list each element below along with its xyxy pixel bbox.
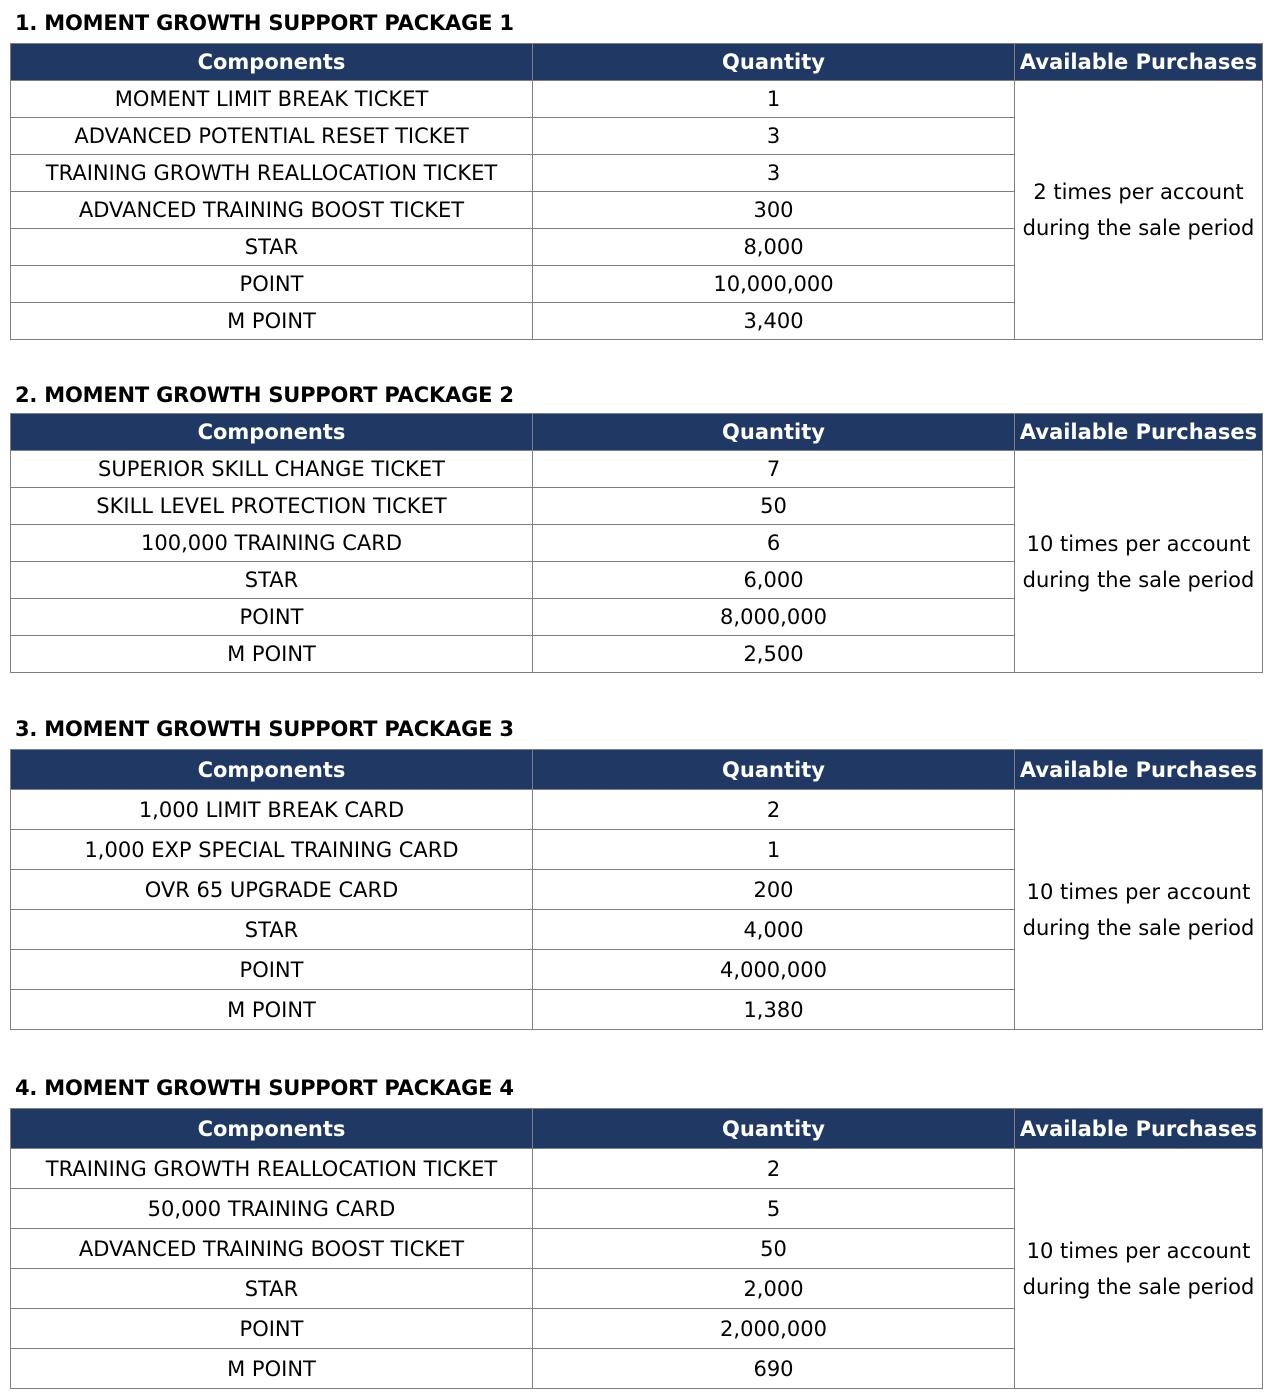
- component-cell: 1,000 EXP SPECIAL TRAINING CARD: [11, 830, 533, 870]
- available-purchases-line1: 2 times per account: [1033, 180, 1244, 204]
- quantity-cell: 2: [533, 790, 1015, 830]
- available-purchases-header: Available Purchases: [1015, 1109, 1263, 1149]
- component-cell: 50,000 TRAINING CARD: [11, 1189, 533, 1229]
- quantity-cell: 3,400: [533, 303, 1015, 340]
- component-cell: 1,000 LIMIT BREAK CARD: [11, 790, 533, 830]
- component-cell: STAR: [11, 1269, 533, 1309]
- quantity-cell: 1: [533, 81, 1015, 118]
- component-cell: M POINT: [11, 636, 533, 673]
- component-cell: STAR: [11, 229, 533, 266]
- available-purchases-cell: [1015, 1149, 1263, 1389]
- table-row: [11, 790, 1263, 830]
- components-header: Components: [11, 414, 533, 451]
- component-cell: STAR: [11, 562, 533, 599]
- quantity-cell: 1,380: [533, 990, 1015, 1030]
- component-cell: ADVANCED TRAINING BOOST TICKET: [11, 1229, 533, 1269]
- quantity-cell: 8,000,000: [533, 599, 1015, 636]
- available-purchases-line2: during the sale period: [1022, 915, 1255, 940]
- quantity-cell: 8,000: [533, 229, 1015, 266]
- available-purchases-cell: [1015, 451, 1263, 673]
- quantity-cell: 3: [533, 155, 1015, 192]
- component-cell: SKILL LEVEL PROTECTION TICKET: [11, 488, 533, 525]
- components-header: Components: [11, 750, 533, 790]
- component-cell: M POINT: [11, 990, 533, 1030]
- table-header-row: [11, 44, 1263, 81]
- quantity-header: Quantity: [533, 1109, 1015, 1149]
- available-purchases-line2: during the sale period: [1022, 1274, 1255, 1299]
- quantity-cell: 3: [533, 118, 1015, 155]
- table-header-row: [11, 750, 1263, 790]
- quantity-cell: 4,000: [533, 910, 1015, 950]
- component-cell: POINT: [11, 266, 533, 303]
- available-purchases-line1: 10 times per account: [1026, 879, 1251, 904]
- table-row: [11, 1149, 1263, 1189]
- package-4-table: [10, 1108, 1263, 1389]
- available-purchases-header: Available Purchases: [1015, 414, 1263, 451]
- package-2-table: [10, 413, 1263, 673]
- package-3-table: [10, 749, 1263, 1030]
- component-cell: STAR: [11, 910, 533, 950]
- component-cell: POINT: [11, 599, 533, 636]
- available-purchases-cell: [1015, 790, 1263, 1030]
- quantity-cell: 2,000,000: [533, 1309, 1015, 1349]
- quantity-cell: 1: [533, 830, 1015, 870]
- component-cell: MOMENT LIMIT BREAK TICKET: [11, 81, 533, 118]
- quantity-cell: 200: [533, 870, 1015, 910]
- quantity-cell: 10,000,000: [533, 266, 1015, 303]
- component-cell: M POINT: [11, 303, 533, 340]
- available-purchases-cell: [1015, 81, 1263, 340]
- component-cell: M POINT: [11, 1349, 533, 1389]
- package-1-title: 1. MOMENT GROWTH SUPPORT PACKAGE 1: [15, 11, 514, 35]
- available-purchases-line1: 10 times per account: [1026, 531, 1251, 556]
- quantity-cell: 4,000,000: [533, 950, 1015, 990]
- component-cell: TRAINING GROWTH REALLOCATION TICKET: [11, 155, 533, 192]
- quantity-cell: 2: [533, 1149, 1015, 1189]
- available-purchases-header: Available Purchases: [1015, 750, 1263, 790]
- available-purchases-header: Available Purchases: [1015, 44, 1263, 81]
- component-cell: ADVANCED TRAINING BOOST TICKET: [11, 192, 533, 229]
- quantity-cell: 7: [533, 451, 1015, 488]
- component-cell: POINT: [11, 950, 533, 990]
- quantity-cell: 50: [533, 1229, 1015, 1269]
- component-cell: ADVANCED POTENTIAL RESET TICKET: [11, 118, 533, 155]
- component-cell: OVR 65 UPGRADE CARD: [11, 870, 533, 910]
- quantity-cell: 6,000: [533, 562, 1015, 599]
- components-header: Components: [11, 44, 533, 81]
- package-1-table: [10, 43, 1263, 340]
- quantity-cell: 50: [533, 488, 1015, 525]
- package-3-title: 3. MOMENT GROWTH SUPPORT PACKAGE 3: [15, 717, 514, 741]
- available-purchases-line2: during the sale period: [1022, 567, 1255, 592]
- component-cell: POINT: [11, 1309, 533, 1349]
- table-row: [11, 451, 1263, 488]
- table-row: [11, 81, 1263, 118]
- table-header-row: [11, 414, 1263, 451]
- package-2-title: 2. MOMENT GROWTH SUPPORT PACKAGE 2: [15, 383, 514, 407]
- table-header-row: [11, 1109, 1263, 1149]
- quantity-cell: 2,000: [533, 1269, 1015, 1309]
- available-purchases-line2: during the sale period: [1022, 216, 1255, 240]
- quantity-header: Quantity: [533, 750, 1015, 790]
- quantity-header: Quantity: [533, 44, 1015, 81]
- quantity-cell: 690: [533, 1349, 1015, 1389]
- quantity-cell: 2,500: [533, 636, 1015, 673]
- component-cell: TRAINING GROWTH REALLOCATION TICKET: [11, 1149, 533, 1189]
- components-header: Components: [11, 1109, 533, 1149]
- quantity-cell: 5: [533, 1189, 1015, 1229]
- quantity-cell: 300: [533, 192, 1015, 229]
- package-4-title: 4. MOMENT GROWTH SUPPORT PACKAGE 4: [15, 1076, 514, 1100]
- component-cell: SUPERIOR SKILL CHANGE TICKET: [11, 451, 533, 488]
- quantity-header: Quantity: [533, 414, 1015, 451]
- available-purchases-line1: 10 times per account: [1026, 1238, 1251, 1263]
- quantity-cell: 6: [533, 525, 1015, 562]
- component-cell: 100,000 TRAINING CARD: [11, 525, 533, 562]
